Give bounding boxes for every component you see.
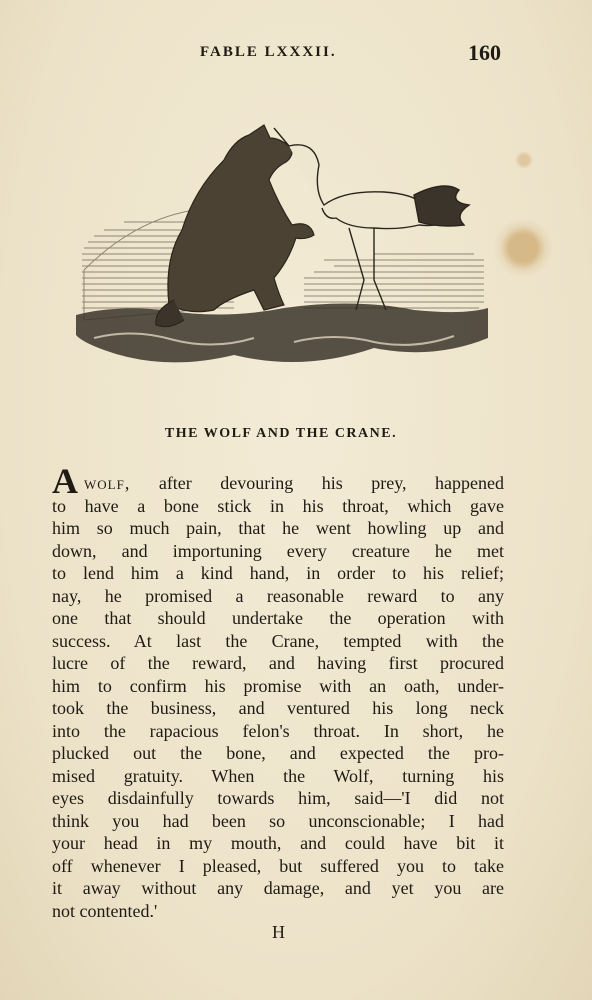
body-line-1: Awolf, after devouring his prey, happened <box>52 461 504 501</box>
body-line: down, and importuning every creature he met <box>52 540 504 561</box>
first-word: wolf, <box>84 473 131 493</box>
body-line: into the rapacious felon's throat. In short, he <box>52 720 504 741</box>
body-line: plucked out the bone, and expected the pro- <box>52 743 504 763</box>
body-line: success. At last the Crane, tempted with the <box>52 630 504 651</box>
body-line: to have a bone stick in his throat, which gave <box>52 495 504 516</box>
signature-mark: H <box>272 922 285 942</box>
fable-title: THE WOLF AND THE CRANE. <box>164 426 398 441</box>
body-line: to lend him a kind hand, in order to his relief; <box>52 563 504 583</box>
body-line: off whenever I pleased, but suffered you to take <box>52 855 504 876</box>
body-line: your head in my mouth, and could have bit it <box>52 833 504 853</box>
body-line-last: not contented.' <box>52 900 158 921</box>
running-head: FABLE LXXXII. <box>200 44 337 60</box>
crane-figure <box>274 128 469 310</box>
body-line: lucre of the reward, and having first procured <box>52 653 504 673</box>
body-line: it away without any damage, and yet you are <box>52 878 504 898</box>
wolf-and-crane-woodcut <box>74 110 490 380</box>
body-line: him to confirm his promise with an oath, under- <box>52 675 504 696</box>
body-line: took the business, and ventured his long neck <box>52 698 504 718</box>
body-line: nay, he promised a reasonable reward to any <box>52 585 504 606</box>
fable-body <box>52 461 504 922</box>
body-line: mised gratuity. When the Wolf, turning his <box>52 765 504 786</box>
drop-cap: A <box>52 461 78 501</box>
body-line: one that should undertake the operation with <box>52 608 504 628</box>
body-line: think you had been so unconscionable; I had <box>52 810 504 831</box>
wolf-figure <box>156 125 314 327</box>
body-line: him so much pain, that he went howling up and <box>52 518 504 538</box>
page-number: 160 <box>468 40 501 65</box>
body-line: eyes disdainfully towards him, said—'I did not <box>52 788 504 808</box>
